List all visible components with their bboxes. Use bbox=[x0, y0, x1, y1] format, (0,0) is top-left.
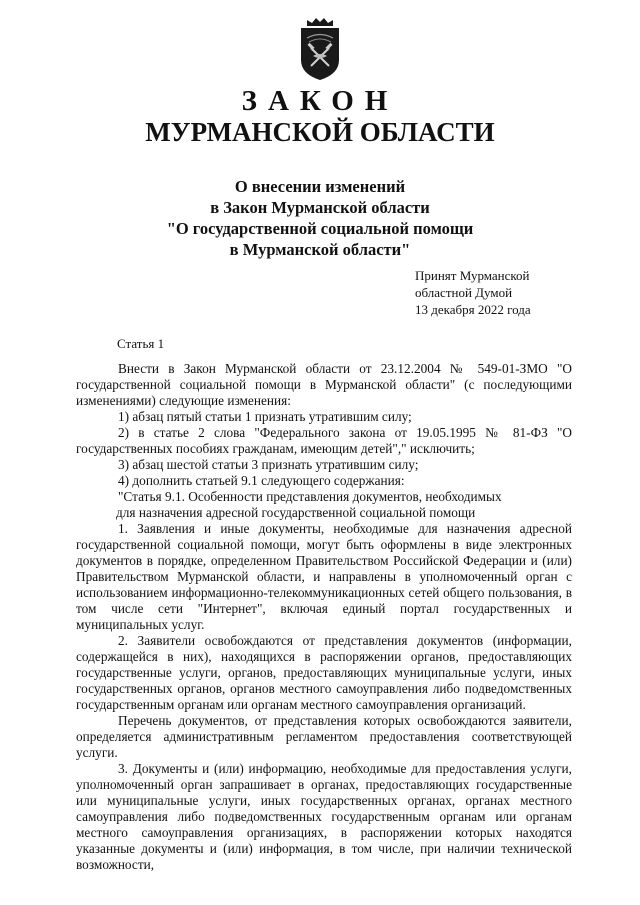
subject-line: в Закон Мурманской области bbox=[210, 198, 430, 217]
region-title: МУРМАНСКОЙ ОБЛАСТИ bbox=[145, 117, 495, 147]
amendment-item-3: 3) абзац шестой статьи 3 признать утратившим силу; bbox=[118, 457, 419, 472]
subject-line: в Мурманской области" bbox=[229, 240, 411, 259]
subject-line: "О государственной социальной помощи bbox=[166, 219, 474, 238]
law-subject bbox=[0, 176, 640, 260]
paragraph-2-continuation: Перечень документов, от представления которых освобождаются заявители, определяется административным регламентом предоставления соответствующей услуги. bbox=[76, 713, 572, 760]
document-body bbox=[76, 361, 572, 873]
amendment-item-4: 4) дополнить статьей 9.1 следующего содержания: bbox=[118, 473, 405, 488]
paragraph-1: 1. Заявления и иные документы, необходимые для назначения адресной государственной социальной помощи, могут быть оформлены в виде электронных документов в порядке, определенном Правительством Российской Федерации и (или) Правительством Мурманской области, и направлены в уполномоченный орган с использованием информационно-телекоммуникационных сетей общего пользования, в том числе сети "Интернет", включая единый портал государственных и муниципальных услуг. bbox=[76, 521, 572, 632]
intro-paragraph: Внести в Закон Мурманской области от 23.12.2004 № 549-01-ЗМО "О государственной социальной помощи в Мурманской области" (с последующими изменениями) следующие изменения: bbox=[76, 361, 572, 408]
adoption-line: Принят Мурманской bbox=[415, 268, 530, 283]
subject-line: О внесении изменений bbox=[234, 177, 406, 196]
adoption-line: областной Думой bbox=[415, 285, 513, 300]
paragraph-3: 3. Документы и (или) информацию, необходимые для предоставления услуги, уполномоченный орган запрашивает в органах, предоставляющих государственные или муниципальные услуги, иных государственных органах, органах местного самоуправления либо подведомственных государственным органам или органам местного самоуправления организациях, в распоряжении которых находятся указанные документы и (или) информация, в том числе, при наличии технической возможности, bbox=[76, 761, 572, 872]
adoption-note bbox=[415, 267, 615, 318]
article-9-1-heading: "Статья 9.1. Особенности представления документов, необходимых bbox=[118, 489, 502, 504]
amendment-item-1: 1) абзац пятый статьи 1 признать утратившим силу; bbox=[118, 409, 412, 424]
murmansk-coat-of-arms-icon bbox=[293, 16, 347, 82]
amendment-item-2: 2) в статье 2 слова "Федерального закона от 19.05.1995 № 81-ФЗ "О государственных пособиях гражданам, имеющим детей"," исключить; bbox=[76, 425, 572, 456]
law-title: ЗАКОН bbox=[241, 85, 399, 117]
paragraph-2: 2. Заявители освобождаются от представления документов (информации, содержащейся в них), находящихся в распоряжении органов, предоставляющих государственные услуги, органов, предоставляющих муниципальные услуги, иных государственных органов, органов местного самоуправления либо подведомственных государственным органам или органам местного самоуправления организаций. bbox=[76, 633, 572, 712]
article-9-1-heading-cont: для назначения адресной государственной социальной помощи bbox=[116, 505, 476, 520]
adoption-date: 13 декабря 2022 года bbox=[415, 302, 531, 317]
article-label: Статья 1 bbox=[117, 336, 165, 351]
